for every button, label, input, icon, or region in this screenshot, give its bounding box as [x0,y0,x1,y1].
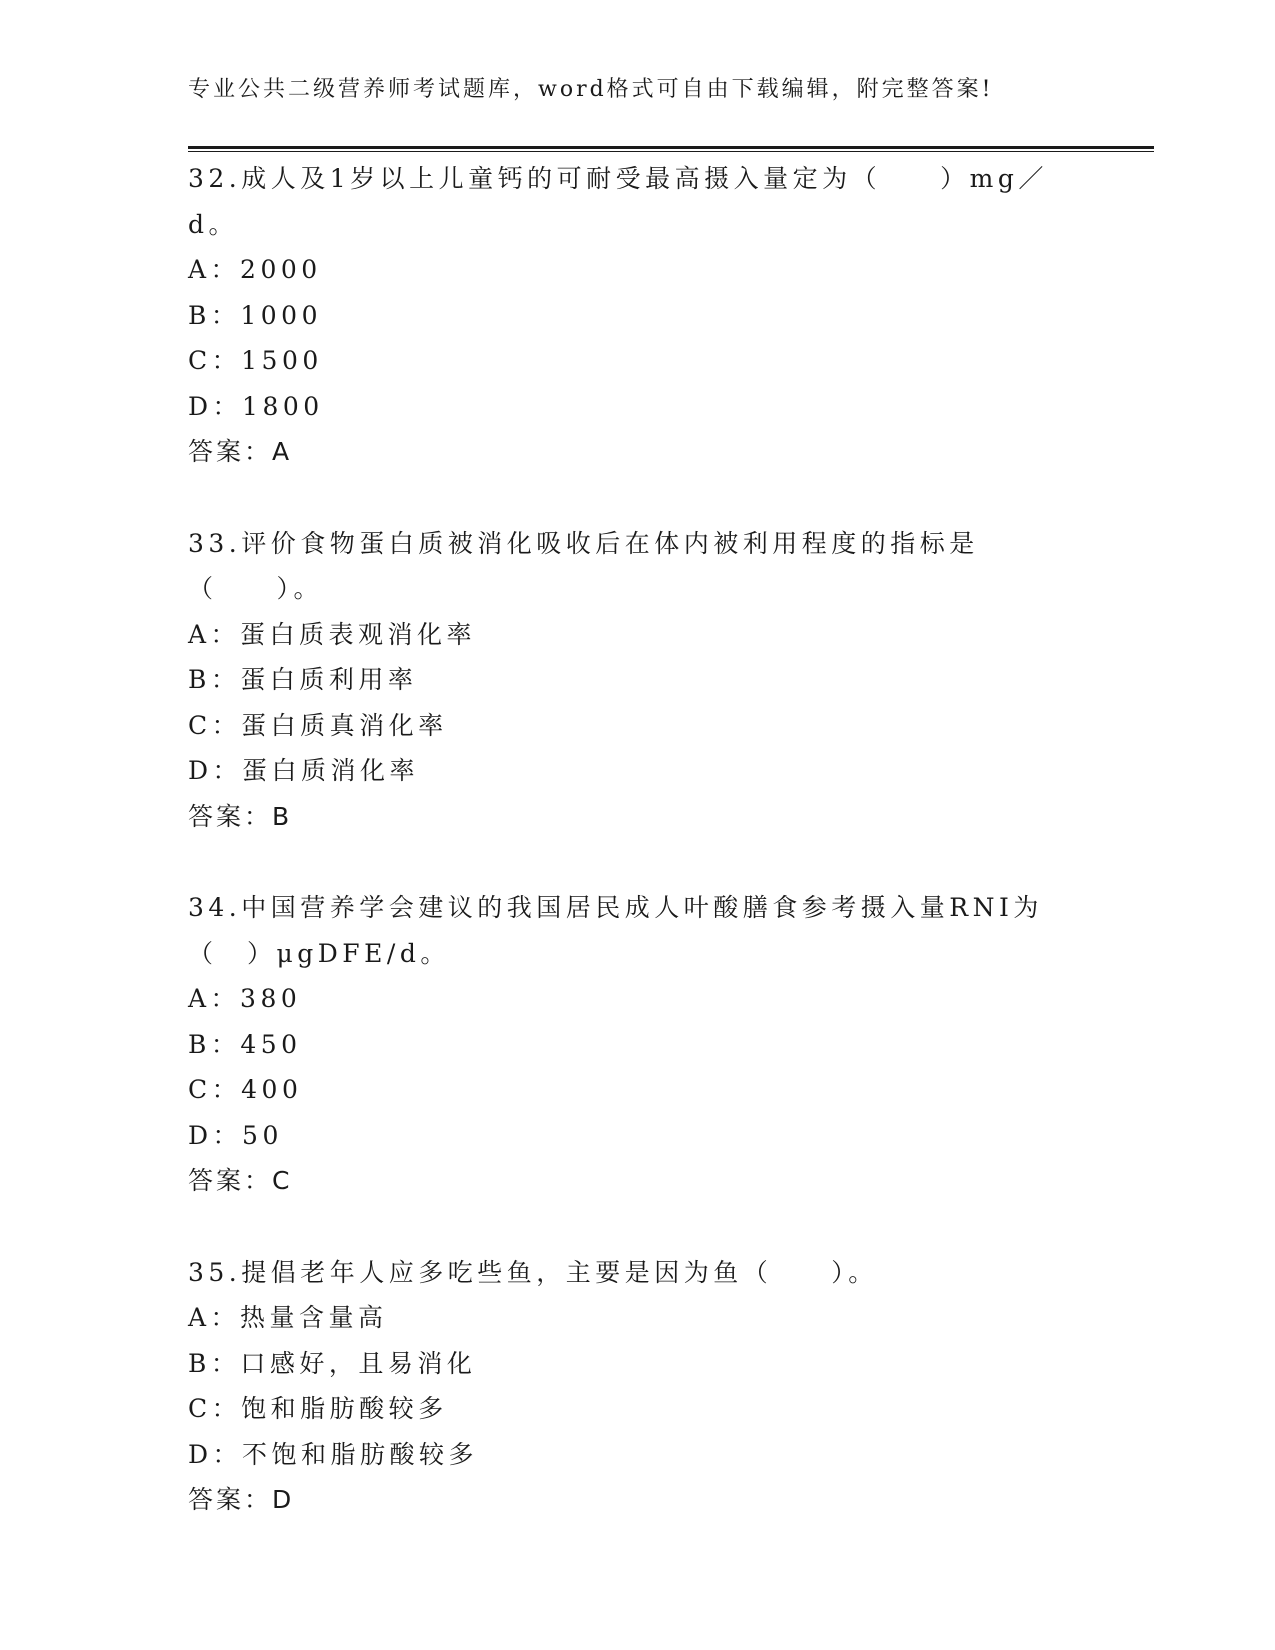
question-35 [188,1250,1088,1523]
page-header: 专业公共二级营养师考试题库，word格式可自由下载编辑，附完整答案! [188,77,994,102]
answer-line: 答案：B [188,801,293,831]
option-d: D：不饱和脂肪酸较多 [188,1439,479,1469]
option-a: A：380 [188,984,302,1013]
option-c: C：饱和脂肪酸较多 [188,1394,448,1423]
option-b: B：1000 [188,300,322,330]
option-c: C：1500 [188,346,323,375]
question-list [188,156,1088,1523]
option-d: D：1800 [188,391,324,421]
question-33 [188,521,1088,840]
option-b: B：450 [188,1029,302,1059]
option-d: D：50 [188,1120,283,1150]
question-stem: 35.提倡老年人应多吃些鱼，主要是因为鱼（ ）。 [188,1257,878,1287]
answer-line: 答案：D [188,1485,295,1514]
option-a: A：热量含量高 [188,1303,388,1332]
question-stem: 33.评价食物蛋白质被消化吸收后在体内被利用程度的指标是（ ）。 [188,528,979,603]
question-32 [188,156,1088,475]
option-d: D：蛋白质消化率 [188,756,420,785]
header-rule [188,146,1154,152]
option-c: C：蛋白质真消化率 [188,710,448,740]
question-34 [188,885,1088,1204]
question-stem: 32.成人及1岁以上儿童钙的可耐受最高摄入量定为（ ）mg／d。 [188,164,1048,239]
option-b: B：口感好，且易消化 [188,1348,477,1378]
option-c: C：400 [188,1075,303,1104]
answer-line: 答案：A [188,437,293,466]
question-stem: 34.中国营养学会建议的我国居民成人叶酸膳食参考摄入量RNI为（ ）μgDFE/d。 [188,893,1043,968]
answer-line: 答案：C [188,1166,293,1195]
option-b: B：蛋白质利用率 [188,665,418,694]
option-a: A：2000 [188,255,322,284]
option-a: A：蛋白质表观消化率 [188,619,477,649]
